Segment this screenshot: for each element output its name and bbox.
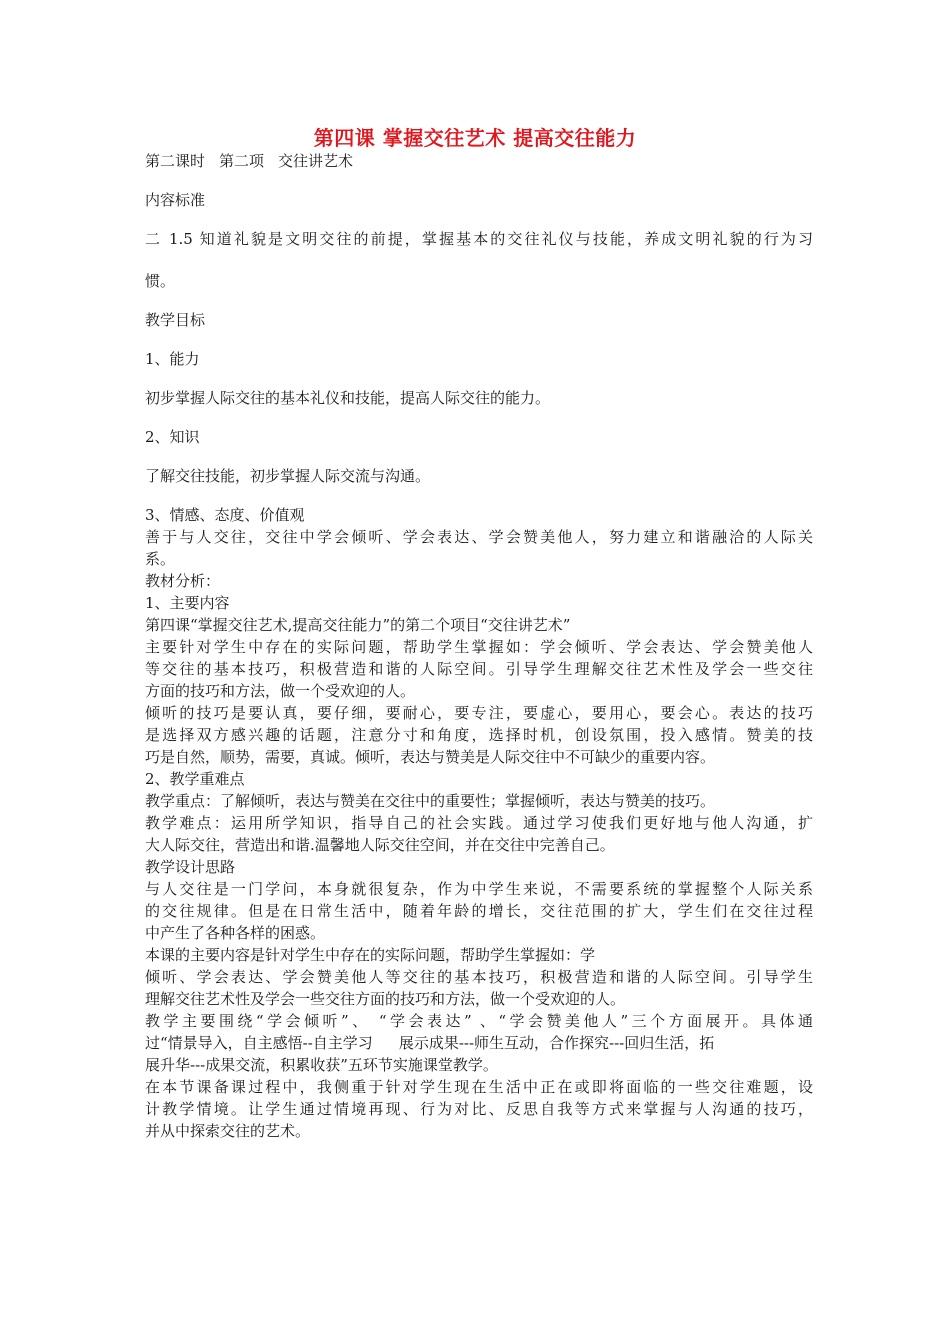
goal-text: 善于与人交往，交往中学会倾听、学会表达、学会赞美他人，努力建立和谐融洽的人际关 [145,528,813,546]
body-line: 第四课“掌握交往艺术,提高交往能力”的第二个项目“交往讲艺术” [145,616,571,634]
body-line: 大人际交往，营造出和谐.温馨地人际交往空间，并在交往中完善自己。 [145,836,615,854]
body-line: 的交往规律。但是在日常生活中，随着年龄的增长，交往范围的扩大，学生们在交往过程 [145,902,813,920]
document-body [145,150,813,1142]
lesson-period: 第二课时 [145,152,206,170]
body-line: 倾听、学会表达、学会赞美他人等交往的基本技巧，积极营造和谐的人际空间。引导学生 [145,968,813,986]
body-line: 本课的主要内容是针对学生中存在的实际问题，帮助学生掌握如：学 [145,946,596,964]
subtitle-line [145,150,813,172]
goal-heading: 2、知识 [145,428,200,446]
body-line-part: 展示成果---师生互动，合作探究---回归生活，拓 [398,1034,715,1052]
body-line: 理解交往艺术性及学会一些交往方面的技巧和方法，做一个受欢迎的人。 [145,990,626,1008]
standard-line: 二 1.5 知道礼貌是文明交往的前提，掌握基本的交往礼仪与技能，养成文明礼貌的行为习 [145,230,813,248]
goal-heading: 1、能力 [145,350,200,368]
body-line: 方面的技巧和方法，做一个受欢迎的人。 [145,682,416,700]
body-line: 并从中探索交往的艺术。 [145,1122,311,1140]
body-line: 主要针对学生中存在的实际问题，帮助学生掌握如：学会倾听、学会表达、学会赞美他人 [145,638,813,656]
goal-text: 了解交往技能，初步掌握人际交流与沟通。 [145,467,431,485]
standard-line: 惯。 [145,272,176,290]
content-standard-heading: 内容标准 [145,191,206,209]
goal-text: 系。 [145,550,176,568]
goals-heading: 教学目标 [145,311,206,329]
goal-heading: 3、情感、态度、价值观 [145,506,305,524]
body-line: 教学主要围绕“学会倾听”、 “学会表达” 、“学会赞美他人”三个方面展开。具体通 [145,1012,813,1030]
body-line: 等交往的基本技巧，积极营造和谐的人际空间。引导学生理解交往艺术性及学会一些交往 [145,660,813,678]
section-heading: 教学设计思路 [145,858,236,876]
analysis-heading: 教材分析： [145,572,221,590]
lesson-item: 第二项 [219,152,265,170]
body-line: 在本节课备课过程中，我侧重于针对学生现在生活中正在或即将面临的一些交往难题，设 [145,1078,813,1096]
body-line: 与人交往是一门学问，本身就很复杂，作为中学生来说，不需要系统的掌握整个人际关系 [145,880,813,898]
section-heading: 2、教学重难点 [145,770,245,788]
lesson-topic: 交往讲艺术 [278,152,354,170]
body-line: 教学重点：了解倾听，表达与赞美在交往中的重要性；掌握倾听，表达与赞美的技巧。 [145,792,716,810]
body-line: 展升华---成果交流，积累收获”五环节实施课堂教学。 [145,1056,498,1074]
goal-text: 初步掌握人际交往的基本礼仪和技能，提高人际交往的能力。 [145,389,551,407]
page-title: 第四课 掌握交往艺术 提高交往能力 [313,126,637,150]
body-line: 是选择双方感兴趣的话题，注意分寸和角度，选择时机，创设氛围，投入感情。赞美的技 [145,726,813,744]
body-line [145,1032,813,1054]
body-line: 教学难点：运用所学知识，指导自己的社会实践。通过学习使我们更好地与他人沟通，扩 [145,814,813,832]
body-line-part: 过“情景导入，自主感悟--自主学习 [145,1034,373,1052]
body-line: 中产生了各种各样的困惑。 [145,924,326,942]
body-line: 计教学情境。让学生通过情境再现、行为对比、反思自我等方式来掌握与人沟通的技巧， [145,1100,813,1118]
body-line: 巧是自然，顺势，需要，真诚。倾听，表达与赞美是人际交往中不可缺少的重要内容。 [145,748,716,766]
section-heading: 1、主要内容 [145,594,230,612]
body-line: 倾听的技巧是要认真，要仔细，要耐心，要专注，要虚心，要用心，要会心。表达的技巧 [145,704,813,722]
